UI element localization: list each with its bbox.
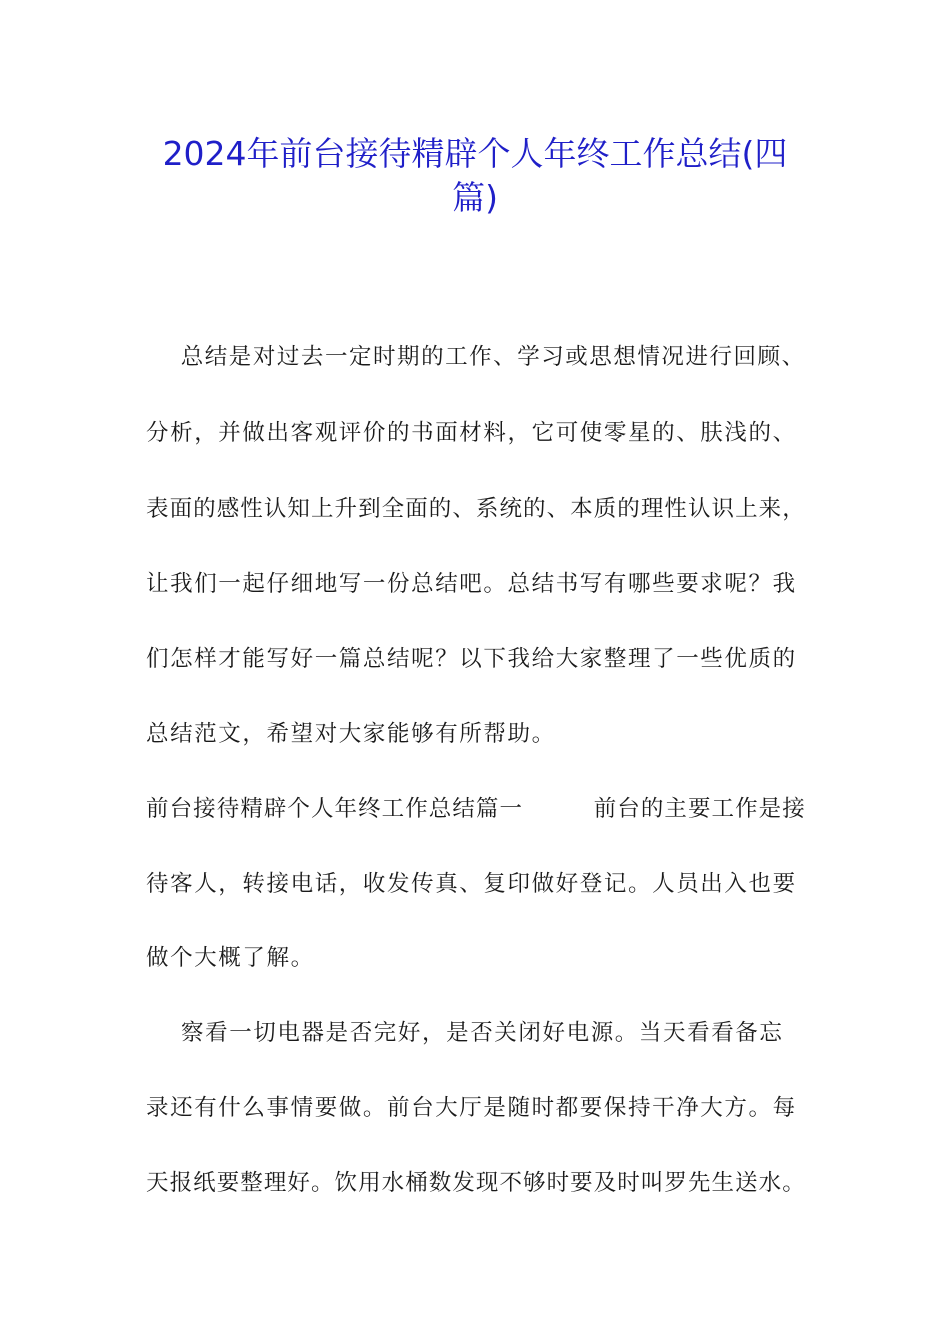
body-line-5: 们怎样才能写好一篇总结呢？以下我给大家整理了一些优质的: [146, 646, 797, 672]
body-line-9: 做个大概了解。: [146, 945, 315, 971]
body-line-8: 待客人，转接电话，收发传真、复印做好登记。人员出入也要: [146, 871, 797, 897]
body-line-4: 让我们一起仔细地写一份总结吧。总结书写有哪些要求呢？我: [146, 571, 797, 597]
body-line-12: 天报纸要整理好。饮用水桶数发现不够时要及时叫罗先生送水。: [146, 1170, 806, 1196]
body-line-10: 察看一切电器是否完好，是否关闭好电源。当天看看备忘: [146, 1020, 784, 1046]
body-line-11: 录还有什么事情要做。前台大厅是随时都要保持干净大方。每: [146, 1095, 797, 1121]
body-line-6: 总结范文，希望对大家能够有所帮助。: [146, 721, 556, 747]
document-title-line-1: 2024年前台接待精辟个人年终工作总结(四: [162, 134, 788, 173]
body-line-2: 分析，并做出客观评价的书面材料，它可使零星的、肤浅的、: [146, 420, 797, 446]
body-line-1: 总结是对过去一定时期的工作、学习或思想情况进行回顾、: [146, 344, 806, 370]
section-heading-line: 前台接待精辟个人年终工作总结篇一 前台的主要工作是接: [146, 796, 806, 822]
body-line-3: 表面的感性认知上升到全面的、系统的、本质的理性认识上来，: [146, 496, 806, 522]
document-title-line-2: 篇): [452, 178, 498, 217]
